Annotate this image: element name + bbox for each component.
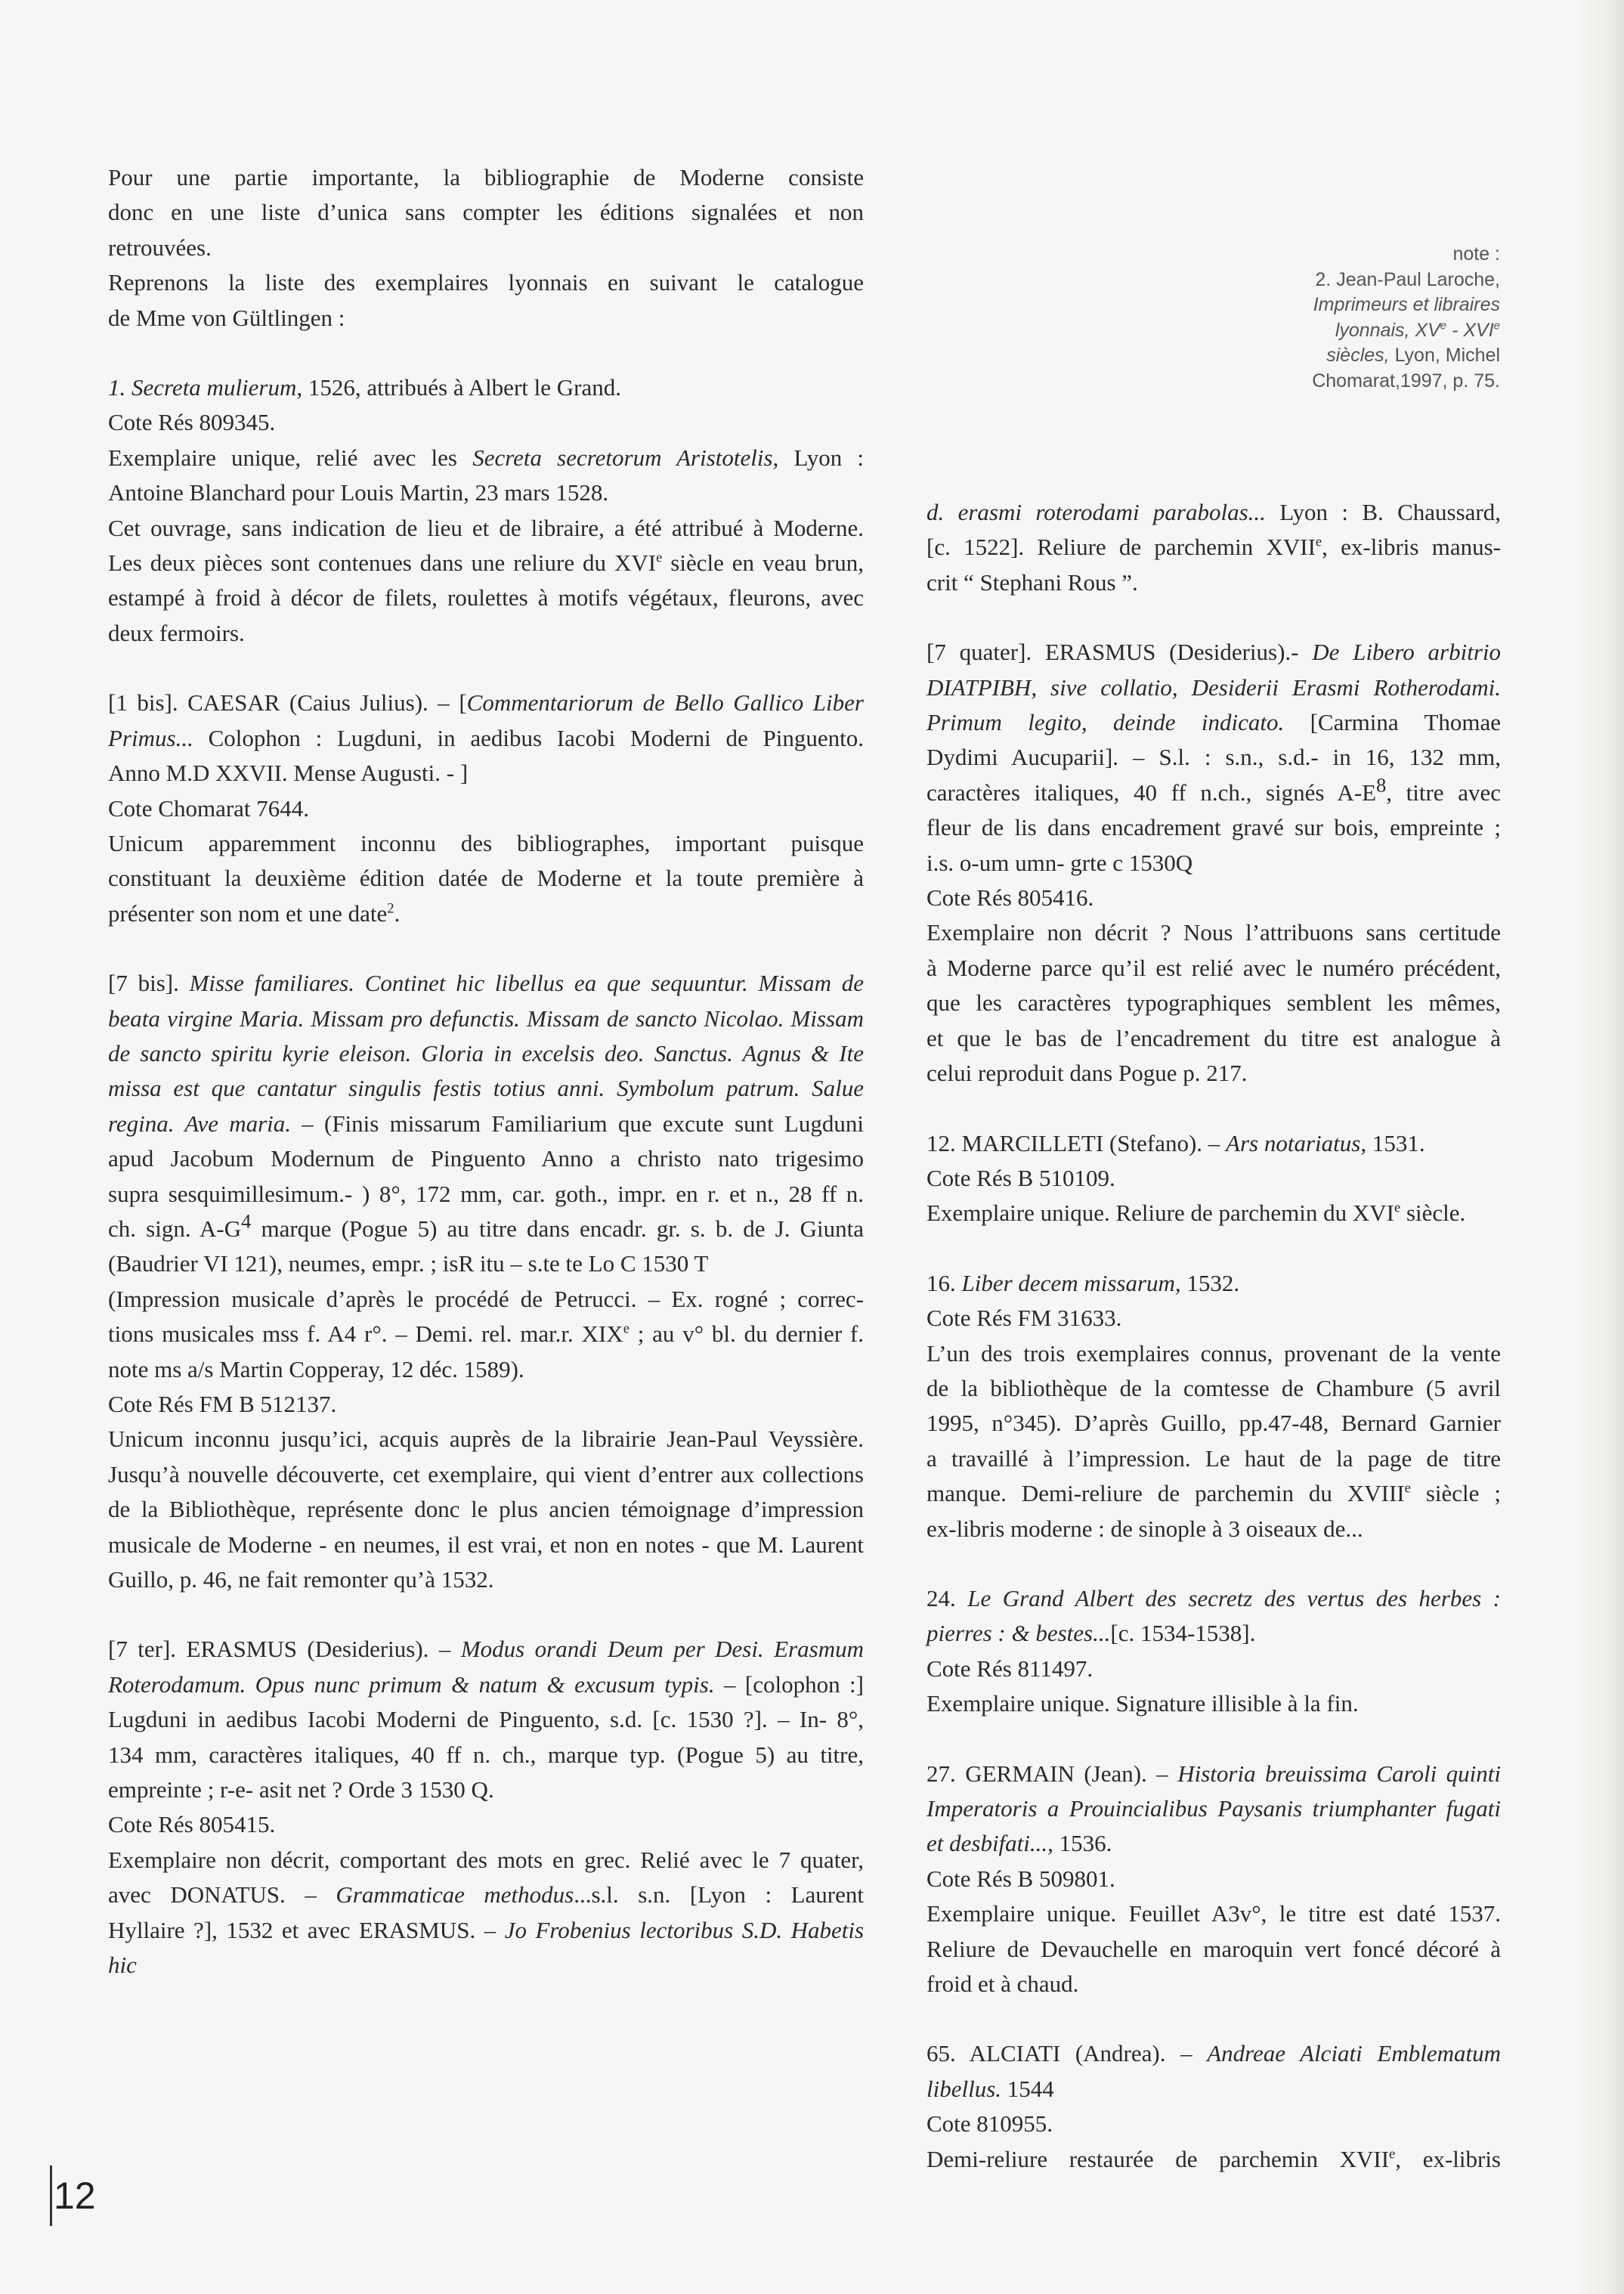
entry-line: Cote Rés 805416.	[926, 884, 1094, 912]
entry-line: musicale de Moderne - en neumes, il est vrai, et non en notes - que M. Laurent	[108, 1531, 864, 1558]
intro-line: Reprenons la liste des exemplaires lyonnais en suivant le catalogue	[108, 269, 864, 296]
entry-line: tions musicales mss f. A4 r°. – Demi. rel. mar.r. XIXe ; au v° bl. du dernier f.	[108, 1320, 865, 1348]
intro-line: Pour une partie importante, la bibliographie de Moderne consiste	[108, 164, 864, 190]
entry-line: a travaillé à l’impression. Le haut de la page de titre	[926, 1444, 1501, 1472]
entry-line: 1. Secreta mulierum, 1526, attribués à Albert le Grand.	[108, 374, 621, 401]
entry-line: Exemplaire non décrit, comportant des mots en grec. Relié avec le 7 quater,	[108, 1846, 864, 1873]
entry-line: 65. ALCIATI (Andrea). – Andreae Alciati Emblematum	[926, 2040, 1501, 2067]
entry-line: supra sesquimillesimum.- ) 8°, 172 mm, car. goth., impr. en r. et n., 28 ff n.	[108, 1180, 864, 1207]
entry-line: Imperatoris a Prouincialibus Paysanis triumphanter fugati	[926, 1795, 1501, 1822]
entry-line: à Moderne parce qu’il est relié avec le numéro précédent,	[926, 954, 1501, 981]
entry-line: Anno M.D XXVII. Mense Augusti. - ]	[108, 760, 469, 787]
entry-line: présenter son nom et une date$^2$.	[108, 899, 401, 927]
entry-line: apud Jacobum Modernum de Pinguento Anno a christo nato trigesimo	[108, 1145, 864, 1172]
left-column	[108, 160, 864, 1983]
entry-line: ex-libris moderne : de sinople à 3 oiseaux de...	[926, 1515, 1363, 1542]
entry-line: de la Bibliothèque, représente donc le plus ancien témoignage d’impression	[108, 1496, 864, 1523]
entry-line: [c. 1522]. Reliure de parchemin XVIIe, ex-libris manus-	[926, 534, 1501, 561]
entry-line: crit “ Stephani Rous ”.	[926, 568, 1138, 596]
entry-line: regina. Ave maria. – (Finis missarum Familiarium que excute sunt Lugduni	[108, 1110, 864, 1137]
entry-line: Cote Rés B 509801.	[926, 1865, 1115, 1892]
entry-line: Unicum inconnu jusqu’ici, acquis auprès de la librairie Jean-Paul Veyssière.	[108, 1426, 864, 1453]
entry-line: empreinte ; r-e- asit net ? Orde 3 1530 Q.	[108, 1776, 494, 1803]
entry-line: avec DONATUS. – Grammaticae methodus...s.l. s.n. [Lyon : Laurent	[108, 1881, 864, 1909]
entry-line: Guillo, p. 46, ne fait remonter qu’à 1532.	[108, 1566, 494, 1593]
entry-line: Les deux pièces sont contenues dans une reliure du XVIe siècle en veau brun,	[108, 550, 864, 577]
right-column	[926, 495, 1501, 2177]
entry-line: que les caractères typographiques semblent les mêmes,	[926, 989, 1501, 1017]
entry-line: 12. MARCILLETI (Stefano). – Ars notariatus, 1531.	[926, 1129, 1425, 1156]
entry-line: Hyllaire ?], 1532 et avec ERASMUS. – Jo Frobenius lectoribus S.D. Habetis hic	[108, 1916, 865, 1979]
entry-line: manque. Demi-reliure de parchemin du XVIIIe siècle ;	[926, 1480, 1501, 1507]
entry-line: Cote Rés 811497.	[926, 1655, 1093, 1682]
entry-line: Roterodamum. Opus nunc primum & natum & excusum typis. – [colophon :]	[108, 1670, 864, 1698]
entry-line: Lugduni in aedibus Iacobi Moderni de Pinguento, s.d. [c. 1530 ?]. – In- 8°,	[108, 1706, 864, 1733]
entry-line: 16. Liber decem missarum, 1532.	[926, 1269, 1240, 1296]
entry-line: Cote Rés 809345.	[108, 409, 276, 436]
entry-line: Cote Chomarat 7644.	[108, 794, 310, 822]
entry-line: Unicum apparemment inconnu des bibliographes, important puisque	[108, 829, 864, 856]
entry-line: libellus. 1544	[926, 2075, 1054, 2102]
entry-line: L’un des trois exemplaires connus, provenant de la vente	[926, 1339, 1501, 1367]
intro-line: donc en une liste d’unica sans compter les éditions signalées et non	[108, 199, 864, 226]
entry-line: [7 bis]. Misse familiares. Continet hic libellus ea que sequuntur. Missam de	[108, 970, 864, 997]
note-line: siècles, Lyon, Michel	[1326, 345, 1500, 366]
entry-line: celui reproduit dans Pogue p. 217.	[926, 1060, 1248, 1087]
entry-line: Primum legito, deinde indicato. [Carmina Thomae	[926, 709, 1502, 736]
entry-line: [7 ter]. ERASMUS (Desiderius). – Modus orandi Deum per Desi. Erasmum	[108, 1636, 864, 1663]
entry-line: pierres : & bestes...[c. 1534-1538].	[926, 1620, 1256, 1647]
note-line: Chomarat,1997, p. 75.	[1312, 370, 1500, 392]
entry-line: deux fermoirs.	[108, 619, 245, 646]
entry-line: Reliure de Devauchelle en maroquin vert foncé décoré à	[926, 1935, 1501, 1962]
intro-line: de Mme von Gültlingen :	[108, 304, 345, 331]
entry-line: Antoine Blanchard pour Louis Martin, 23 mars 1528.	[108, 479, 609, 506]
side-note	[1239, 242, 1500, 394]
entry-line: Cote Rés FM B 512137.	[108, 1391, 337, 1417]
entry-line: Exemplaire unique, relié avec les Secreta secretorum Aristotelis, Lyon :	[108, 444, 865, 471]
entry-line: constituant la deuxième édition datée de Moderne et la toute première à	[108, 865, 864, 892]
entry-line: et que le bas de l’encadrement du titre est analogue à	[926, 1024, 1501, 1051]
entry-line: 24. Le Grand Albert des secretz des vertus des herbes :	[926, 1584, 1502, 1611]
entry-line: (Impression musicale d’après le procédé de Petrucci. – Ex. rogné ; correc-	[108, 1285, 864, 1312]
note-line: lyonnais, XVe - XVIe	[1335, 319, 1500, 341]
note-label: note :	[1452, 243, 1500, 265]
entry-line: Primus... Colophon : Lugduni, in aedibus Iacobi Moderni de Pinguento.	[108, 724, 864, 751]
entry-line: froid et à chaud.	[926, 1970, 1079, 1998]
entry-line: Exemplaire unique. Reliure de parchemin du XVIe siècle.	[926, 1200, 1466, 1227]
entry-line: beata virgine Maria. Missam pro defunctis. Missam de sancto Nicolao. Missam	[108, 1005, 864, 1032]
entry-line: estampé à froid à décor de filets, roulettes à motifs végétaux, fleurons, avec	[108, 584, 864, 611]
entry-line: [7 quater]. ERASMUS (Desiderius).- De Libero arbitrio	[926, 639, 1501, 666]
entry-line: ch. sign. A-G4 marque (Pogue 5) au titre dans encadr. gr. s. b. de J. Giunta	[108, 1210, 864, 1242]
entry-line: Cote Rés 805415.	[108, 1811, 276, 1838]
entry-line: 134 mm, caractères italiques, 40 ff n. ch., marque typ. (Pogue 5) au titre,	[108, 1741, 864, 1768]
entry-line: 1995, n°345). D’après Guillo, pp.47-48, Bernard Garnier	[926, 1410, 1501, 1437]
entry-line: missa est que cantatur singulis festis totius anni. Symbolum patrum. Salue	[108, 1075, 864, 1102]
entry-line: Cet ouvrage, sans indication de lieu et de libraire, a été attribué à Moderne.	[108, 514, 864, 541]
entry-line: Exemplaire unique. Signature illisible à la fin.	[926, 1690, 1359, 1717]
note-title: Imprimeurs et libraires	[1313, 294, 1500, 315]
entry-line: note ms a/s Martin Copperay, 12 déc. 1589).	[108, 1355, 524, 1382]
entry-line: [1 bis]. CAESAR (Caius Julius). – [Commentariorum de Bello Gallico Liber	[108, 689, 864, 717]
entry-line: Jusqu’à nouvelle découverte, cet exemplaire, qui vient d’entrer aux collections	[108, 1460, 864, 1488]
note-line: 2. Jean-Paul Laroche,	[1315, 268, 1500, 290]
entry-line: d. erasmi roterodami parabolas... Lyon : B. Chaussard,	[926, 499, 1501, 525]
entry-line: Demi-reliure restaurée de parchemin XVIIe, ex-libris	[926, 2145, 1501, 2172]
entry-line: et desbifati..., 1536.	[926, 1830, 1112, 1857]
entry-line: DIATPIBH, sive collatio, Desiderii Erasmi Rotherodami.	[926, 673, 1501, 701]
page-fold-shadow	[1579, 0, 1624, 2294]
entry-line: Exemplaire non décrit ? Nous l’attribuons sans certitude	[926, 919, 1501, 946]
entry-line: de la bibliothèque de la comtesse de Chambure (5 avril	[926, 1374, 1501, 1401]
page-number: 12	[50, 2166, 96, 2226]
entry-line: i.s. o-um umn- grte c 1530Q	[926, 849, 1193, 876]
entry-line: caractères italiques, 40 ff n.ch., signés A-E8, titre avec	[926, 774, 1501, 806]
intro-line: retrouvées.	[108, 234, 212, 261]
entry-line: 27. GERMAIN (Jean). – Historia breuissima Caroli quinti	[926, 1760, 1502, 1787]
entry-line: (Baudrier VI 121), neumes, empr. ; isR itu – s.te te Lo C 1530 T	[108, 1250, 709, 1277]
entry-line: Cote Rés FM 31633.	[926, 1305, 1122, 1332]
entry-line: de sancto spiritu kyrie eleison. Gloria in excelsis deo. Sanctus. Agnus & Ite	[108, 1039, 864, 1067]
entry-line: Dydimi Aucuparii]. – S.l. : s.n., s.d.- in 16, 132 mm,	[926, 744, 1501, 771]
entry-line: fleur de lis dans encadrement gravé sur bois, empreinte ;	[926, 814, 1501, 841]
entry-line: Cote Rés B 510109.	[926, 1164, 1115, 1191]
entry-line: Exemplaire unique. Feuillet A3v°, le titre est daté 1537.	[926, 1900, 1501, 1927]
entry-line: Cote 810955.	[926, 2110, 1053, 2138]
